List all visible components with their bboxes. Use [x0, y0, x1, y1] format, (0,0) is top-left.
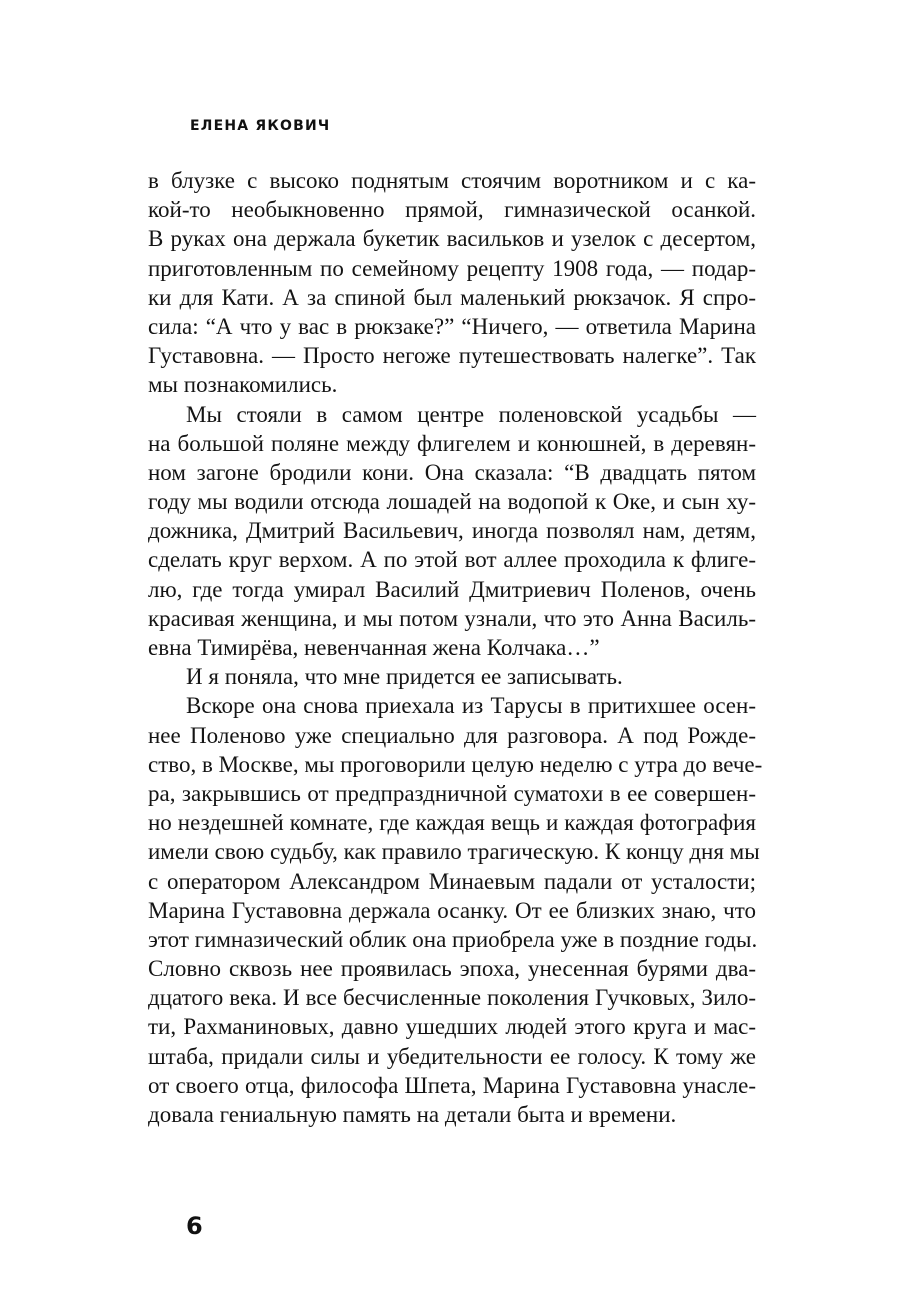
text-line: штаба, придали силы и убедительности ее голосу. К тому же [148, 1043, 756, 1069]
text-line: имели свою судьбу, как правило трагическую. К концу дня мы [148, 839, 760, 865]
text-line: этот гимназический облик она приобрела уже в поздние годы. [148, 926, 758, 952]
text-line: ра, закрывшись от предпраздничной суматохи в ее совершен- [148, 780, 756, 806]
text-line: мы познакомились. [148, 372, 338, 398]
text-line: Словно сквозь нее проявилась эпоха, унесенная бурями два- [148, 956, 756, 982]
text-line: лю, где тогда умирал Василий Дмитриевич Поленов, очень [148, 576, 756, 602]
text-line: дцатого века. И все бесчисленные поколения Гучковых, Зило- [148, 985, 756, 1011]
text-line: на большой поляне между флигелем и конюшней, в деревян- [148, 430, 756, 456]
text-line: ки для Кати. А за спиной был маленький рюкзачок. Я спро- [148, 284, 756, 310]
text-line: в блузке с высоко поднятым стоячим воротником и с ка- [148, 168, 756, 193]
text-line: приготовленным по семейному рецепту 1908 года, — подар- [148, 255, 756, 281]
text-line: от своего отца, философа Шпета, Марина Густавовна унасле- [148, 1072, 756, 1098]
text-line: Густавовна. — Просто негоже путешествовать налегке”. Так [148, 343, 756, 369]
text-line: Марина Густавовна держала осанку. От ее близких знаю, что [148, 897, 756, 923]
text-line: но нездешней комнате, где каждая вещь и каждая фотография [148, 810, 756, 836]
text-line: сделать круг верхом. А по этой вот аллее проходила к флиге- [148, 547, 756, 573]
page-number: 6 [186, 1212, 203, 1240]
running-head: ЕЛЕНА ЯКОВИЧ [190, 118, 331, 134]
text-line: довала гениальную память на детали быта и времени. [148, 1102, 677, 1127]
text-line: И я поняла, что мне придется ее записывать. [186, 664, 623, 690]
text-line: В руках она держала букетик васильков и узелок с десертом, [148, 226, 756, 252]
text-line: сила: “А что у вас в рюкзаке?” “Ничего, — ответила Марина [148, 313, 756, 339]
text-line: красивая женщина, и мы потом узнали, что это Анна Василь- [148, 605, 756, 631]
text-line: дожника, Дмитрий Васильевич, иногда позволял нам, детям, [148, 518, 756, 544]
body-text [148, 166, 763, 1129]
text-line: с оператором Александром Минаевым падали от усталости; [148, 868, 756, 894]
text-line: ство, в Москве, мы проговорили целую неделю с утра до вече- [148, 751, 763, 777]
text-line: Мы стояли в самом центре поленовской усадьбы — [186, 401, 756, 427]
text-line: Вскоре она снова приехала из Тарусы в притихшее осен- [186, 693, 756, 719]
text-line: ти, Рахманиновых, давно ушедших людей этого круга и мас- [148, 1014, 756, 1040]
text-line: евна Тимирёва, невенчанная жена Колчака…” [148, 635, 600, 660]
text-line: году мы водили отсюда лошадей на водопой к Оке, и сын ху- [148, 489, 756, 515]
text-line: ном загоне бродили кони. Она сказала: “В двадцать пятом [148, 459, 756, 485]
text-line: нее Поленово уже специально для разговора. А под Рожде- [148, 722, 756, 748]
text-line: кой-то необыкновенно прямой, гимназической осанкой. [148, 197, 756, 223]
